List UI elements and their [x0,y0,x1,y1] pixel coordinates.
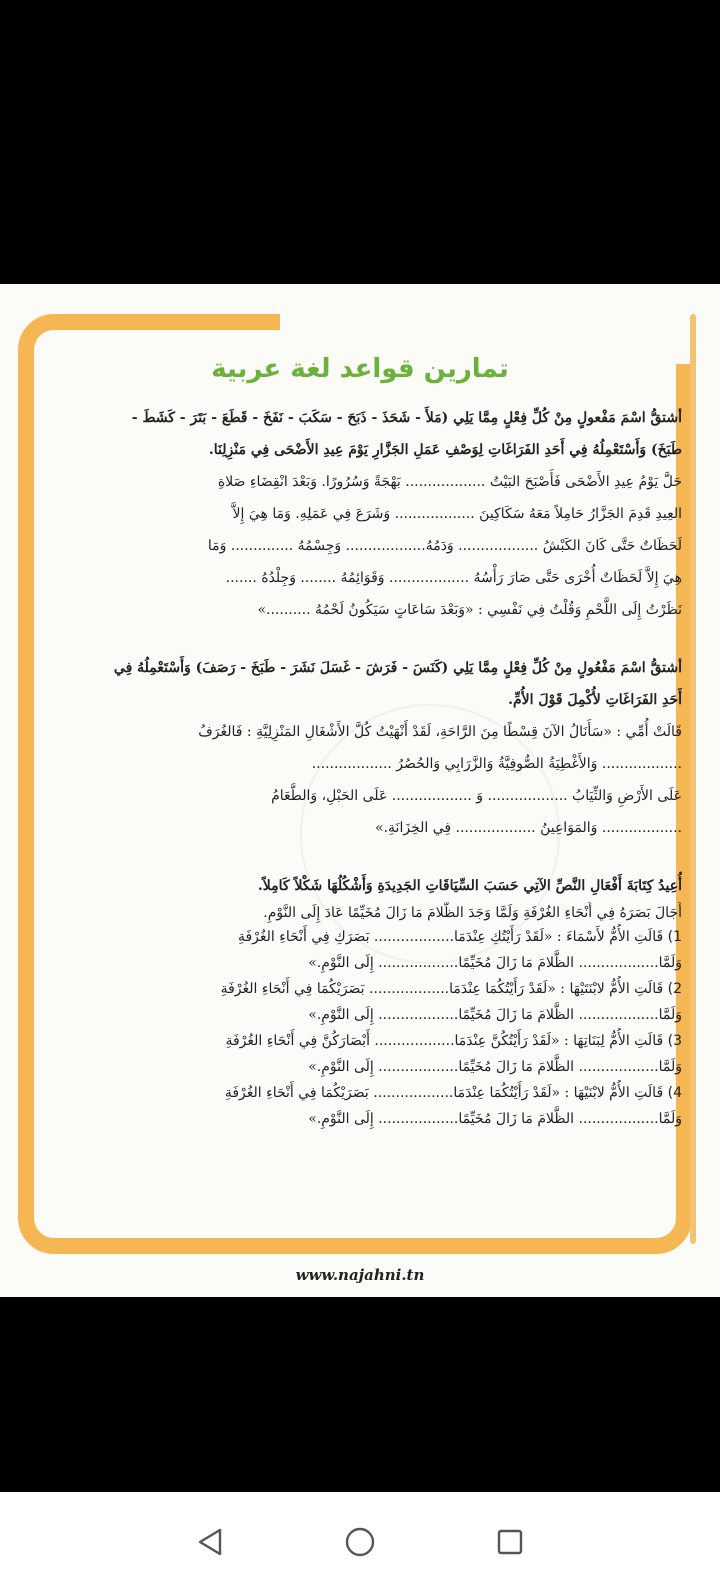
item-number: 4) [667,1085,682,1101]
exercise1-line: هِيَ إِلاَّ لَحَظَاتٌ أُخْرَى حَتَّى صَارَ رَأْسُهُ .................. وَقَوَائِمُهُ ........ وَجِلْدُهُ ....... [225,570,682,586]
document-content [52,402,682,1132]
exercise1-line: لَحَظَاتٌ حَتَّى كَانَ الكَبْشُ .................. وَدَمُهُ.................. وَجِسْمُهُ .............. وَمَا [207,538,682,554]
website-url: www.najahni.tn [295,1266,425,1284]
exercise1-line: نَظَرْتُ إِلَى اللَّحْمِ وَقُلْتُ فِي نَفْسِي : «وَبَعْدَ سَاعَاتٍ سَيَكُونُ لَحْمُهُ ..........» [257,602,682,618]
android-navigation-bar [0,1492,720,1592]
item-line1: قَالَتِ الأُمُّ لِبَنَاتِهَا : «لَقَدْ رَأَيْتُكُنَّ عِنْدَمَا.................. أَبْصَارَكُنَّ فِي أَنْحَاءِ الغُرْفَةِ [225,1033,664,1049]
exercise2-line: .................. وَالمَوَاعِينُ .................. فِي الخِزَانَةِ.» [375,820,682,836]
bottom-black-area [0,1297,720,1492]
item-line2: وَلَمَّا.................. الظَّلامَ مَا زَالَ مُخَيِّمًا.................. إِلَى النَّوْمِ.» [308,955,682,971]
item-line2: وَلَمَّا.................. الظَّلامَ مَا زَالَ مُخَيِّمًا.................. إِلَى النَّوْمِ.» [308,1059,682,1075]
exercise3-item [52,976,682,1002]
item-line1: قَالَتِ الأُمُّ لابْنَتَيْهَا : «لَقَدْ رَأَيْتُكُمَا عِنْدَمَا.................. بَصَرَيْكُمَا فِي أَنْحَاءِ الغُرْفَةِ [220,981,664,997]
home-circle-icon[interactable] [340,1522,380,1562]
item-line1: قَالَتِ الأُمُّ لابْنَيْهَا : «لَقَدْ رَأَيْتُكُمَا عِنْدَمَا.................. بَصَرَيْكُمَا فِي أَنْحَاءِ الغُرْفَةِ [224,1085,664,1101]
exercise2-line: قَالَتْ أُمِّي : «سَأَنَالُ الآنَ قِسْطًا مِنَ الرَّاحَةِ، لَقَدْ أَنْهَيْتُ كُلَّ الأَشْغَالِ المَنْزِلِيَّةِ : فَالغُرَفُ [198,724,682,740]
exercise2-line: .................. وَالأَغْطِيَةُ الصُّوفِيَّةُ وَالزَّرَابِي وَالحُصُرُ .................. [311,756,682,772]
exercise2-instruction-1: أشتقُّ اسْمَ مَفْعُولٍ مِنْ كُلِّ فِعْلٍ مِمَّا يَلِي (كَنَسَ - فَرَشَ - غَسَلَ نَشَرَ - طَبَخَ - رَصَفَ) وَأَسْتَعْمِلُهُ فِي [113,660,682,676]
exercise3-item [52,1028,682,1054]
item-line2: وَلَمَّا.................. الظَّلامَ مَا زَالَ مُخَيِّمًا.................. إِلَى النَّوْمِ.» [308,1007,682,1023]
exercise1-line: حَلَّ يَوْمُ عِيدِ الأَضْحَى فَأَصْبَحَ البَيْتُ .................. بَهْجَةً وَسُرُورًا. وَبَعْدَ انْقِضَاءِ صَلاةِ [217,474,682,490]
exercise3-item [52,1080,682,1106]
exercise3-base-text: أَجَالَ بَصَرَهُ فِي أَنْحَاءِ الغُرْفَةِ وَلَمَّا وَجَدَ الظَّلامَ مَا زَالَ مُخَيِّمًا عَادَ إِلَى النَّوْمِ. [263,905,682,921]
recents-square-icon[interactable] [490,1522,530,1562]
exercise1-line: العِيدِ قَدِمَ الجَزَّارُ حَامِلاً مَعَهُ سَكَاكِينَ .................. وَشَرَعَ فِي عَمَلِهِ. وَمَا هِيَ إِلاَّ [232,506,682,522]
back-triangle-icon[interactable] [190,1522,230,1562]
exercise1-instruction-2: طَبَخَ) وَأَسْتَعْمِلُهُ فِي أَحَدِ الفَرَاغَاتِ لِوَصْفِ عَمَلِ الجَزَّارِ يَوْمَ عِيدِ الأَضْحَى فِي مَنْزِلِنَا. [208,442,682,458]
exercise2-instruction-2: أَحَدِ الفَرَاغَاتِ لأُكْمِلَ قَوْلَ الأُمِّ. [508,692,682,708]
exercise2-line: عَلَى الأَرْضِ وَالثِّيَابُ .................. وَ .................. عَلَى الحَبْلِ، وَالطَّعَامُ [271,788,682,804]
document-page [0,284,720,1297]
item-number: 2) [667,981,682,997]
frame-right-bar [690,314,696,1244]
exercise1-instruction-1: أشتقُّ اسْمَ مَفْعولٍ مِنْ كُلِّ فِعْلٍ مِمَّا يَلِي (مَلأَ - شَحَذَ - ذَبَحَ - سَكَبَ - نَفَخَ - قَطَعَ - بَتَرَ - كَشَطَ - [131,410,682,426]
item-line2: وَلَمَّا.................. الظَّلامَ مَا زَالَ مُخَيِّمًا.................. إِلَى النَّوْمِ.» [308,1111,682,1127]
item-line1: قَالَتِ الأُمُّ لأَسْمَاءَ : «لَقَدْ رَأَيْتُكِ عِنْدَمَا.................. بَصَرَكِ فِي أَنْحَاءِ الغُرْفَةِ [237,929,664,945]
item-number: 3) [667,1033,682,1049]
item-number: 1) [667,929,682,945]
top-black-area [0,0,720,284]
exercise3-instruction: أُعِيدُ كِتَابَةَ أَفْعَالِ النَّصِّ الآتِي حَسَبَ السِّيَاقَاتِ الجَدِيدَةِ وَأَشْكُلُهَا شَكْلاً كَامِلاً. [257,878,682,894]
page-title: تمارين قواعد لغة عربية [211,354,509,384]
exercise3-item [52,924,682,950]
